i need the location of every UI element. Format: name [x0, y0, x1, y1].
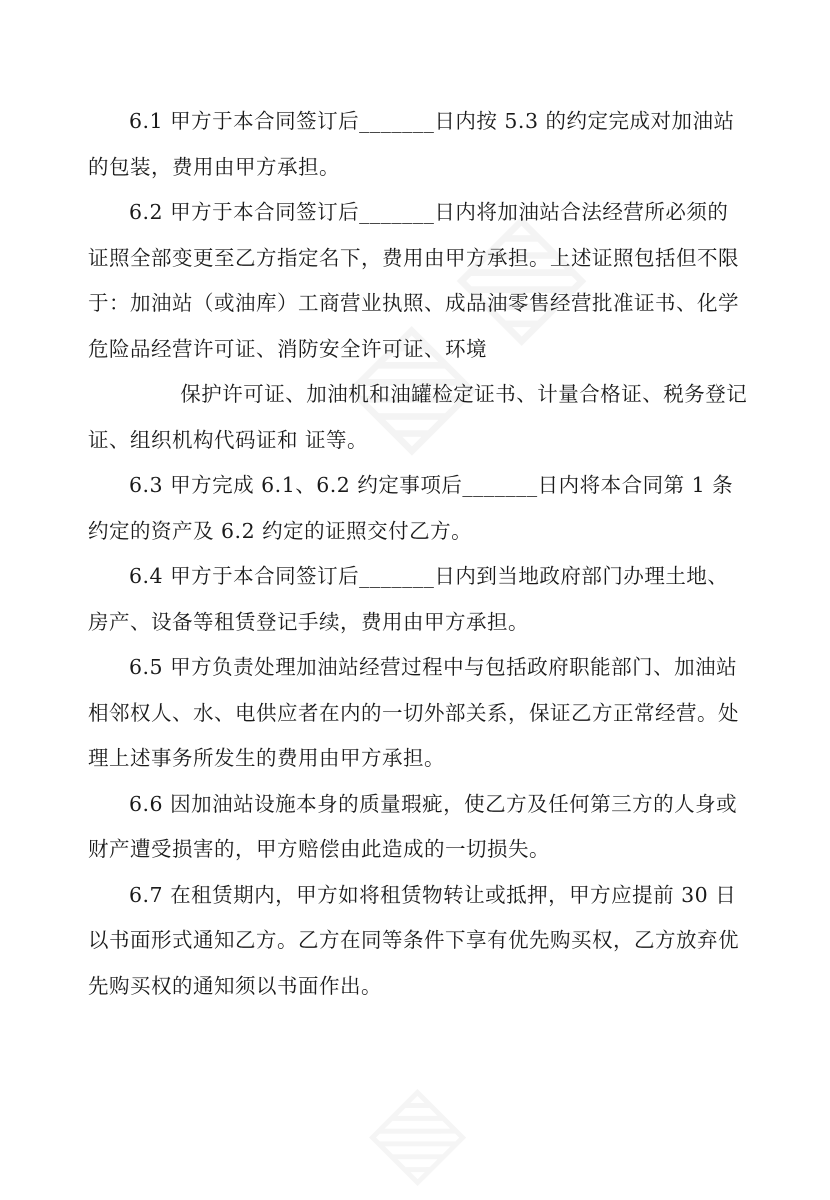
clause-6-7: 6.7 在租赁期内，甲方如将租赁物转让或抵押，甲方应提前 30 日以书面形式通知乙方。乙方在同等条件下享有优先购买权，乙方放弃优先购买权的通知须以书面作出。 — [88, 882, 739, 998]
watermark-bottom — [345, 1065, 479, 1199]
clause-6-3: 6.3 甲方完成 6.1、6.2 约定事项后_______日内将本合同第 1 条约定的资产及 6.2 约定的证照交付乙方。 — [88, 473, 734, 543]
clause-6-5: 6.5 甲方负责处理加油站经营过程中与包括政府职能部门、加油站相邻权人、水、电供应者在内的一切外部关系，保证乙方正常经营。处理上述事务所发生的费用由甲方承担。 — [88, 655, 739, 770]
clause-6-2: 6.2 甲方于本合同签订后_______日内将加油站合法经营所必须的证照全部变更至乙方指定名下，费用由甲方承担。上述证照包括但不限于：加油站（或油库）工商营业执照、成品油零售经营批准证书、化学危险品经营许可证、消防安全许可证、环境 — [88, 200, 739, 361]
clause-6-4: 6.4 甲方于本合同签订后_______日内到当地政府部门办理土地、房产、设备等租赁登记手续，费用由甲方承担。 — [88, 564, 729, 634]
clause-6-6: 6.6 因加油站设施本身的质量瑕疵，使乙方及任何第三方的人身或财产遭受损害的，甲方赔偿由此造成的一切损失。 — [88, 791, 738, 861]
document-body — [88, 99, 748, 1009]
clause-6-2-continuation: 保护许可证、加油机和油罐检定证书、计量合格证、税务登记证、组织机构代码证和 证等。 — [88, 382, 748, 452]
clause-6-1: 6.1 甲方于本合同签订后_______日内按 5.3 的约定完成对加油站的包装，费用由甲方承担。 — [88, 109, 735, 179]
